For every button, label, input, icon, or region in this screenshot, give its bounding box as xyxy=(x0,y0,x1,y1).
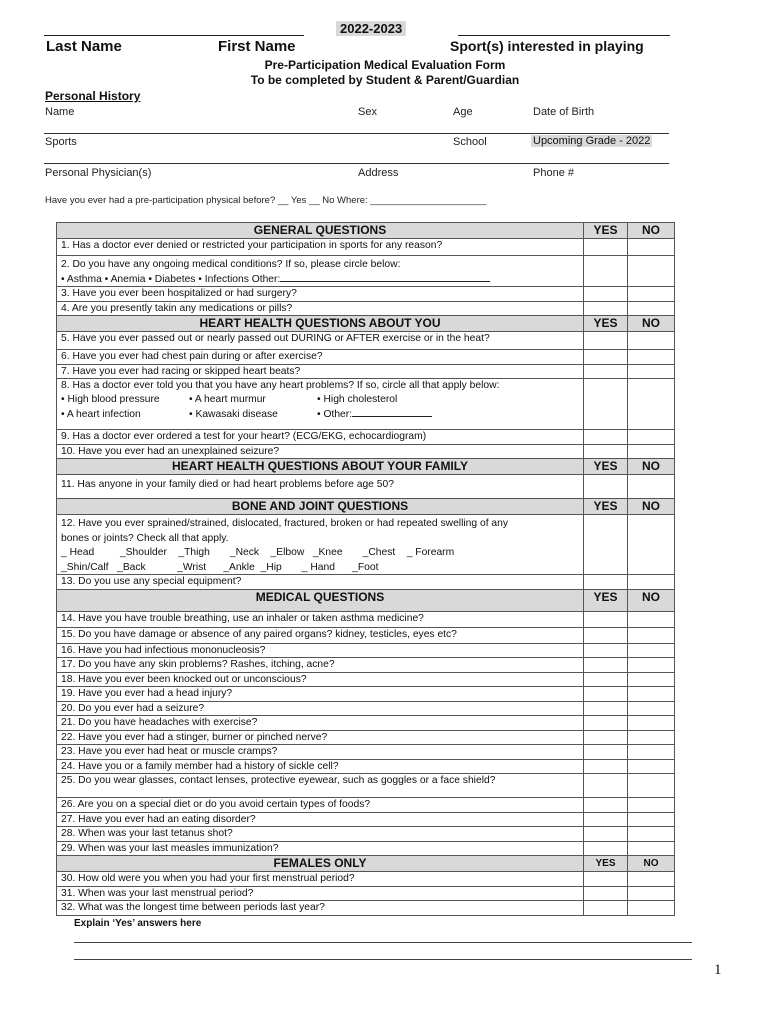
no-cell[interactable] xyxy=(628,716,675,731)
general-questions-heading: GENERAL QUESTIONS xyxy=(57,223,584,239)
no-heading: NO xyxy=(628,499,675,515)
no-cell[interactable] xyxy=(628,256,675,287)
no-heading: NO xyxy=(628,459,675,475)
name-label: Name xyxy=(45,106,75,118)
question-text: 15. Do you have damage or absence of any paired organs? kidney, testicles, eyes etc? xyxy=(57,627,584,643)
question-text: 22. Have you ever had a stinger, burner or pinched nerve? xyxy=(57,730,584,745)
no-cell[interactable] xyxy=(628,901,675,916)
upcoming-grade-label: Upcoming Grade - 2022 xyxy=(533,135,651,147)
no-cell[interactable] xyxy=(628,745,675,760)
question-text: 18. Have you ever been knocked out or unconscious? xyxy=(57,672,584,687)
table-row xyxy=(57,841,675,856)
row-divider xyxy=(44,133,669,134)
explain-line[interactable] xyxy=(74,959,692,960)
yes-cell[interactable] xyxy=(584,658,628,673)
table-row xyxy=(57,475,675,499)
yes-cell[interactable] xyxy=(584,379,628,430)
section-header xyxy=(57,223,675,239)
no-cell[interactable] xyxy=(628,475,675,499)
table-row xyxy=(57,658,675,673)
yes-cell[interactable] xyxy=(584,301,628,316)
question-line: 2. Do you have any ongoing medical conditions? If so, please circle below: xyxy=(61,259,401,270)
no-cell[interactable] xyxy=(628,701,675,716)
option: • Kawasaki disease xyxy=(189,409,278,420)
heart-health-heading: HEART HEALTH QUESTIONS ABOUT YOU xyxy=(57,316,584,332)
dob-label: Date of Birth xyxy=(533,106,595,118)
yes-cell[interactable] xyxy=(584,350,628,365)
question-text: 19. Have you ever had a head injury? xyxy=(57,687,584,702)
table-row xyxy=(57,672,675,687)
yes-cell[interactable] xyxy=(584,444,628,459)
body-part-options: _ Head _Shoulder _Thigh _Neck _Elbow _Knee _Chest _ Forearm xyxy=(61,547,455,558)
no-heading: NO xyxy=(628,316,675,332)
section-header xyxy=(57,316,675,332)
question-text: 24. Have you or a family member had a history of sickle cell? xyxy=(57,759,584,774)
section-header xyxy=(57,459,675,475)
table-row xyxy=(57,611,675,627)
row-divider xyxy=(44,163,669,164)
no-cell[interactable] xyxy=(628,872,675,887)
yes-cell[interactable] xyxy=(584,745,628,760)
yes-heading: YES xyxy=(584,459,628,475)
no-cell[interactable] xyxy=(628,430,675,445)
question-text: 17. Do you have any skin problems? Rashes, itching, acne? xyxy=(57,658,584,673)
yes-cell[interactable] xyxy=(584,239,628,256)
option: • High cholesterol xyxy=(317,393,398,405)
question-text: 3. Have you ever been hospitalized or had surgery? xyxy=(57,287,584,302)
table-row xyxy=(57,575,675,590)
no-cell[interactable] xyxy=(628,575,675,590)
heart-family-heading: HEART HEALTH QUESTIONS ABOUT YOUR FAMILY xyxy=(57,459,584,475)
question-text: 1. Has a doctor ever denied or restricted your participation in sports for any reason? xyxy=(57,239,584,256)
yes-heading: YES xyxy=(584,223,628,239)
question-text: 26. Are you on a special diet or do you avoid certain types of foods? xyxy=(57,798,584,813)
personal-history-title: Personal History xyxy=(45,89,141,103)
section-header xyxy=(57,856,675,872)
no-heading: NO xyxy=(628,223,675,239)
question-text: 30. How old were you when you had your first menstrual period? xyxy=(57,872,584,887)
no-cell[interactable] xyxy=(628,643,675,658)
yes-heading: YES xyxy=(584,499,628,515)
question-text: 28. When was your last tetanus shot? xyxy=(57,827,584,842)
table-row xyxy=(57,812,675,827)
table-row xyxy=(57,701,675,716)
question-text: 20. Do you ever had a seizure? xyxy=(57,701,584,716)
yes-cell[interactable] xyxy=(584,475,628,499)
other-blank[interactable] xyxy=(352,407,432,417)
yes-cell[interactable] xyxy=(584,256,628,287)
table-row xyxy=(57,716,675,731)
table-row xyxy=(57,379,675,430)
question-text: 29. When was your last measles immunization? xyxy=(57,841,584,856)
table-row xyxy=(57,350,675,365)
option: • A heart infection xyxy=(61,409,141,420)
question-line: 12. Have you ever sprained/strained, dislocated, fractured, broken or had repeated swelling of any xyxy=(61,518,509,529)
table-row xyxy=(57,827,675,842)
yes-cell[interactable] xyxy=(584,627,628,643)
yes-cell[interactable] xyxy=(584,901,628,916)
yes-heading: YES xyxy=(584,856,628,872)
table-row xyxy=(57,687,675,702)
no-cell[interactable] xyxy=(628,350,675,365)
yes-cell[interactable] xyxy=(584,759,628,774)
yes-cell[interactable] xyxy=(584,687,628,702)
table-row xyxy=(57,515,675,575)
no-cell[interactable] xyxy=(628,886,675,901)
no-cell[interactable] xyxy=(628,730,675,745)
form-subtitle: To be completed by Student & Parent/Guardian xyxy=(250,73,520,87)
yes-cell[interactable] xyxy=(584,701,628,716)
table-row xyxy=(57,872,675,887)
yes-cell[interactable] xyxy=(584,332,628,350)
yes-heading: YES xyxy=(584,316,628,332)
table-row xyxy=(57,901,675,916)
option: • A heart murmur xyxy=(189,393,266,405)
question-text xyxy=(57,256,584,287)
no-cell[interactable] xyxy=(628,444,675,459)
yes-cell[interactable] xyxy=(584,515,628,575)
bone-joint-heading: BONE AND JOINT QUESTIONS xyxy=(57,499,584,515)
table-row xyxy=(57,774,675,798)
no-cell[interactable] xyxy=(628,301,675,316)
yes-cell[interactable] xyxy=(584,287,628,302)
school-label: School xyxy=(453,136,487,148)
medical-questions-heading: MEDICAL QUESTIONS xyxy=(57,589,584,611)
table-row xyxy=(57,886,675,901)
question-text: 21. Do you have headaches with exercise? xyxy=(57,716,584,731)
no-cell[interactable] xyxy=(628,812,675,827)
condition-options: • Asthma • Anemia • Diabetes • Infections Other: xyxy=(61,273,281,285)
yes-cell[interactable] xyxy=(584,812,628,827)
no-cell[interactable] xyxy=(628,827,675,842)
yes-cell[interactable] xyxy=(584,643,628,658)
yes-cell[interactable] xyxy=(584,364,628,379)
table-row xyxy=(57,627,675,643)
table-row xyxy=(57,239,675,256)
phone-label: Phone # xyxy=(533,167,574,179)
table-row xyxy=(57,256,675,287)
section-header xyxy=(57,589,675,611)
question-text: 25. Do you wear glasses, contact lenses, protective eyewear, such as goggles or a face shield? xyxy=(57,774,584,798)
question-text: 31. When was your last menstrual period? xyxy=(57,886,584,901)
yes-cell[interactable] xyxy=(584,672,628,687)
sports-interested-label: Sport(s) interested in playing xyxy=(450,38,644,54)
last-name-label: Last Name xyxy=(46,38,122,55)
first-name-label: First Name xyxy=(218,38,296,55)
previous-physical-question: Have you ever had a pre-participation physical before? __ Yes __ No Where: ______________________ xyxy=(45,195,487,206)
question-text: 4. Are you presently takin any medications or pills? xyxy=(57,301,584,316)
yes-cell[interactable] xyxy=(584,716,628,731)
yes-cell[interactable] xyxy=(584,841,628,856)
physician-label: Personal Physician(s) xyxy=(45,167,152,179)
females-only-heading: FEMALES ONLY xyxy=(57,856,584,872)
table-row xyxy=(57,430,675,445)
no-cell[interactable] xyxy=(628,658,675,673)
sports-field-label: Sports xyxy=(45,136,77,148)
no-cell[interactable] xyxy=(628,627,675,643)
table-row xyxy=(57,287,675,302)
table-row xyxy=(57,364,675,379)
sports-line[interactable] xyxy=(458,35,670,36)
question-text: 7. Have you ever had racing or skipped heart beats? xyxy=(57,364,584,379)
question-line xyxy=(61,407,579,422)
table-row xyxy=(57,745,675,760)
no-cell[interactable] xyxy=(628,611,675,627)
section-header xyxy=(57,499,675,515)
question-text: 27. Have you ever had an eating disorder? xyxy=(57,812,584,827)
no-heading: NO xyxy=(628,589,675,611)
body-part-options: _Shin/Calf _Back _Wrist _Ankle _Hip _ Hand _Foot xyxy=(61,561,379,573)
yes-cell[interactable] xyxy=(584,872,628,887)
option: • Other: xyxy=(317,409,353,420)
yes-cell[interactable] xyxy=(584,611,628,627)
question-text: 23. Have you ever had heat or muscle cramps? xyxy=(57,745,584,760)
table-row xyxy=(57,444,675,459)
no-cell[interactable] xyxy=(628,798,675,813)
no-heading: NO xyxy=(628,856,675,872)
page-number: 1 xyxy=(714,962,722,978)
question-text: 13. Do you use any special equipment? xyxy=(57,575,584,590)
yes-cell[interactable] xyxy=(584,886,628,901)
form-title: Pre-Participation Medical Evaluation Form xyxy=(264,58,506,72)
option: • High blood pressure xyxy=(61,393,160,405)
no-cell[interactable] xyxy=(628,515,675,575)
school-year: 2022-2023 xyxy=(336,21,406,36)
question-line xyxy=(61,272,579,287)
yes-cell[interactable] xyxy=(584,827,628,842)
question-text xyxy=(57,379,584,430)
question-line xyxy=(61,393,579,407)
explain-line[interactable] xyxy=(74,942,692,943)
question-line: 8. Has a doctor ever told you that you have any heart problems? If so, circle all that apply below: xyxy=(61,380,500,391)
questions-table xyxy=(56,222,675,916)
question-text: 11. Has anyone in your family died or had heart problems before age 50? xyxy=(57,475,584,499)
no-cell[interactable] xyxy=(628,379,675,430)
question-text: 6. Have you ever had chest pain during or after exercise? xyxy=(57,350,584,365)
no-cell[interactable] xyxy=(628,239,675,256)
last-name-line[interactable] xyxy=(44,35,304,36)
explain-yes-label: Explain ‘Yes’ answers here xyxy=(74,918,202,929)
address-label: Address xyxy=(358,167,399,179)
yes-cell[interactable] xyxy=(584,575,628,590)
sex-label: Sex xyxy=(358,106,377,118)
table-row xyxy=(57,730,675,745)
no-cell[interactable] xyxy=(628,672,675,687)
table-row xyxy=(57,643,675,658)
question-line: bones or joints? Check all that apply. xyxy=(61,532,229,544)
yes-cell[interactable] xyxy=(584,730,628,745)
question-text: 10. Have you ever had an unexplained seizure? xyxy=(57,444,584,459)
table-row xyxy=(57,332,675,350)
question-text: 9. Has a doctor ever ordered a test for your heart? (ECG/EKG, echocardiogram) xyxy=(57,430,584,445)
no-cell[interactable] xyxy=(628,332,675,350)
no-cell[interactable] xyxy=(628,687,675,702)
other-blank[interactable] xyxy=(280,272,490,282)
no-cell[interactable] xyxy=(628,774,675,798)
no-cell[interactable] xyxy=(628,287,675,302)
question-text xyxy=(57,515,584,575)
question-text: 32. What was the longest time between periods last year? xyxy=(57,901,584,916)
yes-heading: YES xyxy=(584,589,628,611)
yes-cell[interactable] xyxy=(584,430,628,445)
table-row xyxy=(57,759,675,774)
yes-cell[interactable] xyxy=(584,798,628,813)
no-cell[interactable] xyxy=(628,759,675,774)
question-text: 16. Have you had infectious mononucleosis? xyxy=(57,643,584,658)
no-cell[interactable] xyxy=(628,364,675,379)
question-text: 14. Have you have trouble breathing, use an inhaler or taken asthma medicine? xyxy=(57,611,584,627)
age-label: Age xyxy=(453,106,473,118)
table-row xyxy=(57,798,675,813)
yes-cell[interactable] xyxy=(584,774,628,798)
question-text: 5. Have you ever passed out or nearly passed out DURING or AFTER exercise or in the heat? xyxy=(57,332,584,350)
table-row xyxy=(57,301,675,316)
no-cell[interactable] xyxy=(628,841,675,856)
